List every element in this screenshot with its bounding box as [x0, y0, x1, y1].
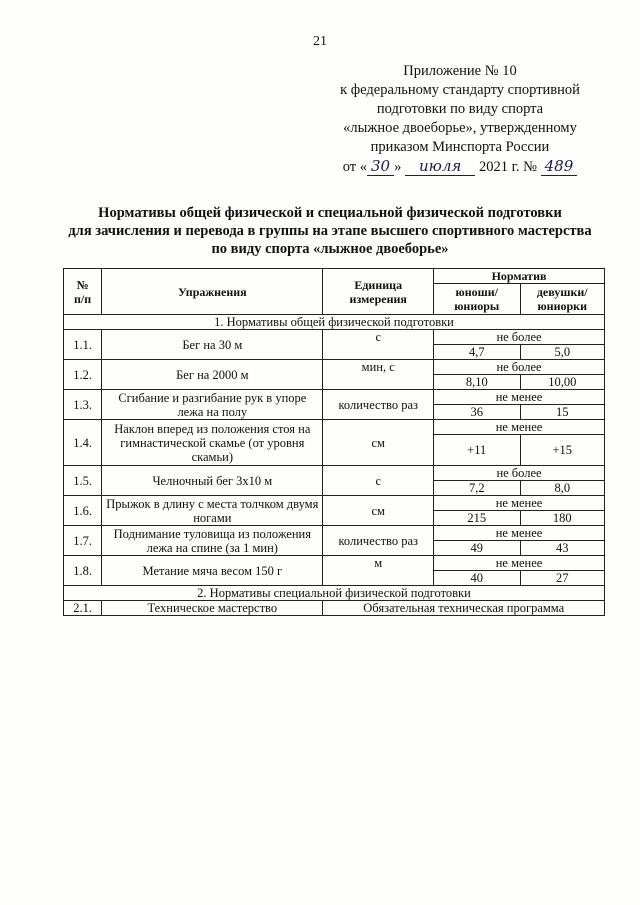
row-unit: количество раз: [323, 526, 434, 556]
row-unit: мин, с: [323, 360, 434, 390]
row-boys-value: 8,10: [434, 375, 520, 390]
row-condition: не более: [434, 360, 605, 375]
section-2-heading: 2. Нормативы специальной физической подготовки: [64, 586, 605, 601]
row-condition: не менее: [434, 556, 605, 571]
annex-line: подготовки по виду спорта: [376, 101, 544, 117]
row-boys-value: +11: [434, 435, 520, 466]
norms-table: [63, 268, 605, 616]
row-girls-value: 10,00: [520, 375, 605, 390]
row-num: 1.7.: [64, 526, 102, 556]
handwritten-day: 30: [367, 157, 394, 176]
section-1-heading: 1. Нормативы общей физической подготовки: [64, 315, 605, 330]
handwritten-month: июля: [405, 157, 475, 176]
annex-line: Приложение № 10: [403, 63, 517, 79]
row-num: 2.1.: [64, 601, 102, 616]
row-girls-value: 27: [520, 571, 605, 586]
title-line: для зачисления и перевода в группы на этапе высшего спортивного мастерства: [68, 223, 592, 239]
row-unit: м: [323, 556, 434, 586]
row-num: 1.8.: [64, 556, 102, 586]
title-line: Нормативы общей физической и специальной физической подготовки: [98, 205, 562, 221]
annex-line: «лыжное двоеборье», утвержденному: [343, 120, 577, 136]
row-condition: не менее: [434, 526, 605, 541]
date-year: 2021 г. №: [478, 159, 537, 175]
title-line: по виду спорта «лыжное двоеборье»: [211, 241, 449, 257]
row-exercise: Техническое мастерство: [102, 601, 323, 616]
row-unit: с: [323, 330, 434, 360]
annex-date-line: [330, 157, 590, 177]
row-exercise: Поднимание туловища из положения лежа на спине (за 1 мин): [102, 526, 323, 556]
row-exercise: Сгибание и разгибание рук в упоре лежа на полу: [102, 390, 323, 420]
header-norm: Норматив: [434, 269, 605, 284]
header-girls: девушки/ юниорки: [520, 284, 605, 315]
row-condition: не менее: [434, 496, 605, 511]
row-girls-value: 43: [520, 541, 605, 556]
row-exercise: Бег на 30 м: [102, 330, 323, 360]
page-number: 21: [313, 34, 327, 49]
row-girls-value: 180: [520, 511, 605, 526]
header-unit: Единица измерения: [323, 269, 434, 315]
row-condition: не более: [434, 466, 605, 481]
row-unit: см: [323, 496, 434, 526]
header-num: № п/п: [64, 269, 102, 315]
row-exercise: Метание мяча весом 150 г: [102, 556, 323, 586]
row-exercise: Прыжок в длину с места толчком двумя ногами: [102, 496, 323, 526]
row-condition: не менее: [434, 420, 605, 435]
row-unit: количество раз: [323, 390, 434, 420]
header-boys: юноши/ юниоры: [434, 284, 520, 315]
row-girls-value: +15: [520, 435, 605, 466]
annex-header: [330, 62, 590, 177]
row-exercise: Челночный бег 3х10 м: [102, 466, 323, 496]
date-day-suffix: »: [394, 159, 402, 175]
row-unit: с: [323, 466, 434, 496]
annex-line: к федеральному стандарту спортивной: [340, 82, 580, 98]
row-boys-value: 36: [434, 405, 520, 420]
row-boys-value: 40: [434, 571, 520, 586]
handwritten-order-number: 489: [541, 157, 578, 176]
row-program: Обязательная техническая программа: [323, 601, 605, 616]
row-condition: не менее: [434, 390, 605, 405]
row-boys-value: 7,2: [434, 481, 520, 496]
row-num: 1.2.: [64, 360, 102, 390]
row-exercise: Бег на 2000 м: [102, 360, 323, 390]
row-boys-value: 4,7: [434, 345, 520, 360]
row-condition: не более: [434, 330, 605, 345]
date-prefix: от «: [342, 159, 368, 175]
row-num: 1.1.: [64, 330, 102, 360]
row-num: 1.3.: [64, 390, 102, 420]
row-girls-value: 5,0: [520, 345, 605, 360]
header-exercise: Упражнения: [102, 269, 323, 315]
row-unit: см: [323, 420, 434, 466]
row-girls-value: 8,0: [520, 481, 605, 496]
annex-line: приказом Минспорта России: [370, 139, 550, 155]
row-boys-value: 49: [434, 541, 520, 556]
row-num: 1.4.: [64, 420, 102, 466]
document-title: [40, 204, 620, 258]
row-girls-value: 15: [520, 405, 605, 420]
row-num: 1.5.: [64, 466, 102, 496]
row-boys-value: 215: [434, 511, 520, 526]
row-exercise: Наклон вперед из положения стоя на гимнастической скамье (от уровня скамьи): [102, 420, 323, 466]
row-num: 1.6.: [64, 496, 102, 526]
